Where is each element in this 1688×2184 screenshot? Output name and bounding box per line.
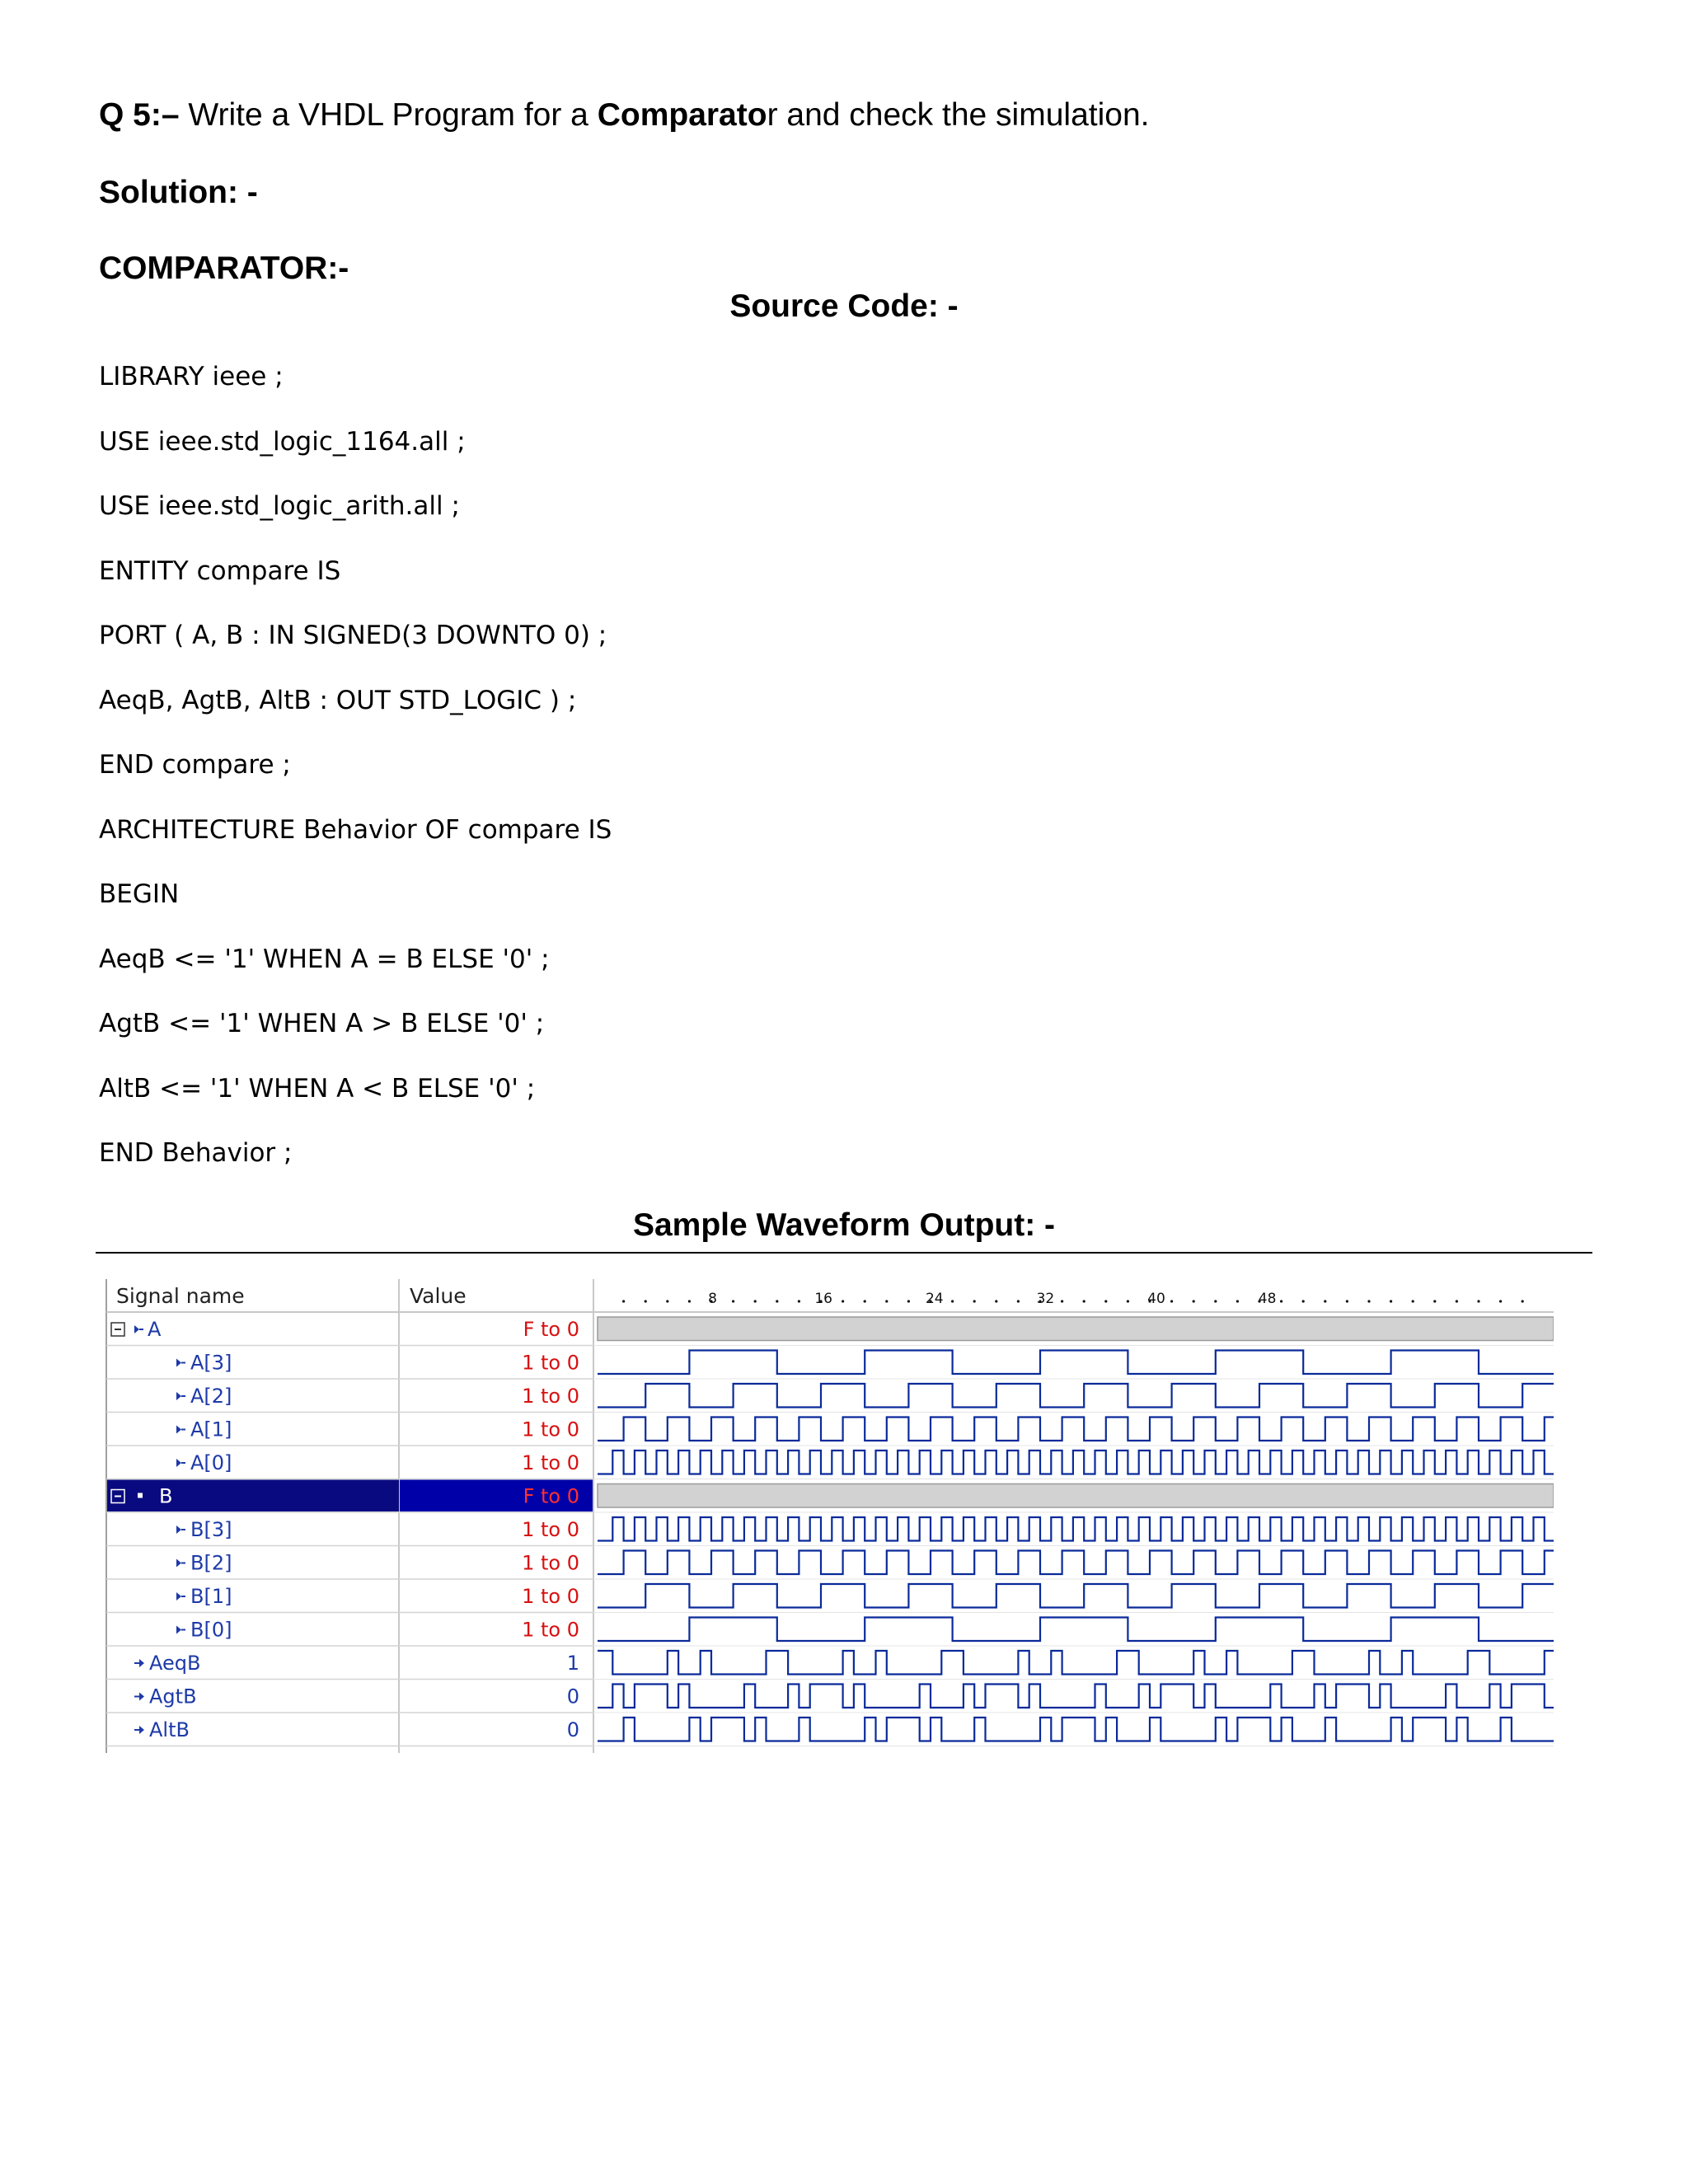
ruler-dot (776, 1300, 778, 1302)
ruler-dot (951, 1300, 954, 1302)
ruler-dot (1412, 1300, 1414, 1302)
code-line: AeqB, AgtB, AltB : OUT STD_LOGIC ) ; (99, 685, 577, 715)
question-text-before: Write a VHDL Program for a (179, 97, 598, 133)
ruler-tick-label: 16 (814, 1291, 833, 1307)
code-line: BEGIN (99, 879, 180, 909)
signal-name: AltB (149, 1718, 190, 1741)
ruler-dot (1302, 1300, 1305, 1302)
signal-value: F to 0 (523, 1484, 579, 1508)
ruler-dot (1433, 1300, 1436, 1302)
ruler-tick-label: 32 (1036, 1291, 1055, 1307)
ruler-dot (1456, 1300, 1458, 1302)
question-number: Q 5:– (99, 97, 180, 133)
signal-value: 1 (566, 1652, 579, 1675)
question-text-after: r and check the simulation. (767, 97, 1150, 133)
ruler-dot (1280, 1300, 1282, 1302)
collapse-box-icon[interactable] (111, 1323, 124, 1336)
ruler-dot (1193, 1300, 1195, 1302)
ruler-dot (1170, 1300, 1173, 1302)
ruler-tick-label: 24 (925, 1291, 944, 1307)
signal-value: 1 to 0 (522, 1351, 579, 1375)
ruler-dot (645, 1300, 647, 1302)
divider (96, 1252, 1592, 1254)
signal-name: B[1] (190, 1585, 232, 1608)
signal-value: 1 to 0 (522, 1451, 579, 1474)
signal-value: 1 to 0 (522, 1618, 579, 1642)
square-bullet-icon (138, 1493, 143, 1498)
signal-value: 1 to 0 (522, 1385, 579, 1408)
ruler-dot (1104, 1300, 1107, 1302)
ruler-dot (732, 1300, 734, 1302)
ruler-dot (1324, 1300, 1326, 1302)
ruler-tick-label: 8 (708, 1291, 718, 1307)
ruler-dot (1390, 1300, 1392, 1302)
ruler-dot (754, 1300, 757, 1302)
code-line: AgtB <= '1' WHEN A > B ELSE '0' ; (99, 1009, 545, 1038)
question-bold-word: Comparato (597, 97, 767, 133)
signal-name: A[0] (190, 1451, 232, 1474)
code-line: PORT ( A, B : IN SIGNED(3 DOWNTO 0) ; (99, 621, 607, 650)
ruler-dot (1127, 1300, 1129, 1302)
signal-value: 0 (566, 1685, 579, 1708)
ruler-dot (1214, 1300, 1217, 1302)
code-line: USE ieee.std_logic_1164.all ; (99, 426, 466, 457)
signal-name: AeqB (149, 1652, 201, 1675)
signal-name: B[2] (190, 1551, 232, 1575)
comparator-heading: COMPARATOR:- (99, 251, 349, 286)
signal-name: AgtB (149, 1685, 197, 1708)
ruler-dot (622, 1300, 625, 1302)
ruler-dot (973, 1300, 976, 1302)
bus-wave (598, 1484, 1554, 1508)
ruler-dot (688, 1300, 691, 1302)
ruler-dot (907, 1300, 910, 1302)
code-line: LIBRARY ieee ; (99, 362, 284, 391)
ruler-dot (1367, 1300, 1370, 1302)
signal-name: A[3] (190, 1351, 232, 1375)
ruler-dot (1017, 1300, 1020, 1302)
signal-value: 1 to 0 (522, 1585, 579, 1608)
signal-value: 1 to 0 (522, 1518, 579, 1541)
code-line: ENTITY compare IS (99, 555, 341, 586)
ruler-tick-label: 40 (1147, 1291, 1165, 1307)
signal-value: 1 to 0 (522, 1551, 579, 1575)
ruler-dot (1236, 1300, 1239, 1302)
ruler-dot (1083, 1300, 1085, 1302)
ruler-dot (864, 1300, 866, 1302)
waveform-viewer (95, 1279, 1554, 1753)
code-line: AltB <= '1' WHEN A < B ELSE '0' ; (99, 1073, 536, 1104)
signal-value: 1 to 0 (522, 1418, 579, 1441)
signal-name-header: Signal name (116, 1284, 245, 1308)
signal-name: B (159, 1484, 173, 1508)
code-line: ARCHITECTURE Behavior OF compare IS (99, 814, 612, 845)
code-line: AeqB <= '1' WHEN A = B ELSE '0' ; (99, 944, 550, 974)
ruler-dot (842, 1300, 844, 1302)
source-code-heading: Source Code: - (729, 288, 959, 324)
waveform-heading: Sample Waveform Output: - (632, 1207, 1056, 1243)
ruler-dot (885, 1300, 888, 1302)
ruler-dot (1346, 1300, 1348, 1302)
value-header: Value (410, 1284, 467, 1308)
ruler-dot (666, 1300, 668, 1302)
collapse-box-icon[interactable] (111, 1490, 124, 1503)
ruler-dot (995, 1300, 997, 1302)
signal-name: B[3] (190, 1518, 232, 1541)
ruler-dot (1499, 1300, 1502, 1302)
ruler-dot (798, 1300, 800, 1302)
signal-name: A[1] (190, 1418, 232, 1441)
solution-heading: Solution: - (99, 175, 258, 210)
ruler-dot (1522, 1300, 1524, 1302)
signal-value: 0 (566, 1718, 579, 1741)
signal-name: A[2] (190, 1385, 232, 1408)
code-listing (99, 361, 612, 1202)
bus-wave (598, 1317, 1554, 1341)
code-line: END Behavior ; (99, 1138, 293, 1168)
ruler-dot (1477, 1300, 1479, 1302)
signal-name: B[0] (190, 1618, 232, 1642)
signal-value: F to 0 (523, 1318, 579, 1341)
code-line: END compare ; (99, 750, 291, 780)
signal-name: A (148, 1318, 162, 1341)
ruler-tick-label: 48 (1258, 1291, 1277, 1307)
question-line (99, 97, 1149, 134)
ruler-dot (1061, 1300, 1063, 1302)
code-line: USE ieee.std_logic_arith.all ; (99, 491, 460, 521)
